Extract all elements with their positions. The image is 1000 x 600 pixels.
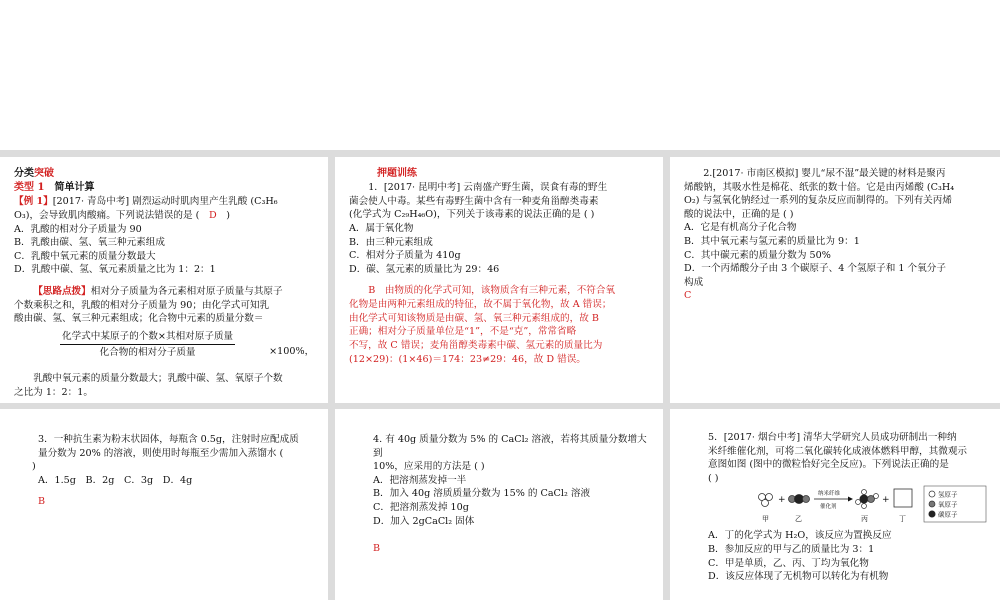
- reaction-diagram: [748, 485, 988, 525]
- question-text: 4. 有 40g 质量分数为 5% 的 CaCl₂ 溶液，若将其质量分数增大到: [373, 434, 647, 459]
- answer: D: [208, 209, 217, 221]
- slide-question-2: 2.[2017· 市南区模拟] 婴儿“尿不湿”最关键的材料是聚丙 烯酸钠，其吸水性是棉花、纸张的数十倍。它是由丙烯酸 (C₃H₄ O₂) 与氢氧化钠经过一系列的复杂反应而制得的。下列有关丙烯 酸的说法中，正确的是 ( ) A．它是有机高分子化合物 B．其中氧元素与氢元素的质量比为 9：1 C．其中碳元素的质量分数为 50% D．一个丙烯酸分子由 3 个碳原子、4 个氢原子和 1 个氧分子 构成 C: [670, 157, 1000, 403]
- question-text: 3．一种抗生素为粉末状固体，每瓶含 0.5g，注射时应配成质: [38, 434, 299, 445]
- option: D．一个丙烯酸分子由 3 个碳原子、4 个氢原子和 1 个氧分子: [684, 263, 946, 275]
- svg-text:氧原子: 氧原子: [938, 500, 958, 509]
- slide-question-4: 4. 有 40g 质量分数为 5% 的 CaCl₂ 溶液，若将其质量分数增大到 10%，应采用的方法是 ( ) A．把溶剂蒸发掉一半 B．加入 40g 溶质质量分数为 15% 的 CaCl₂ 溶液 C．把溶剂蒸发掉 10g D．加入 2gCaCl₂ 固体 B: [335, 409, 663, 600]
- question-text: 2.[2017· 市南区模拟] 婴儿“尿不湿”最关键的材料是聚丙: [703, 168, 946, 179]
- option: D．加入 2gCaCl₂ 固体: [373, 515, 475, 527]
- question-text: 5．[2017· 烟台中考] 清华大学研究人员成功研制出一种纳: [708, 432, 957, 443]
- label-jia: 甲: [762, 515, 769, 524]
- option: B．其中氧元素与氢元素的质量比为 9：1: [684, 236, 860, 248]
- option: C．甲是单质，乙、丙、丁均为氧化物: [708, 557, 869, 569]
- answer: B: [373, 543, 381, 555]
- molecule-jia: [759, 494, 773, 507]
- label-yi: 乙: [795, 515, 802, 524]
- type-heading: 类型 1 简单计算: [14, 182, 95, 194]
- label-bing: 丙: [861, 515, 868, 524]
- option: D．该反应体现了无机物可以转化为有机物: [708, 571, 889, 583]
- option: C．相对分子质量为 410g: [349, 250, 461, 262]
- molecule-yi: [789, 495, 810, 504]
- answer: B: [38, 496, 46, 508]
- svg-text:碳原子: 碳原子: [938, 510, 958, 519]
- options-row: A．1.5g B．2g C．3g D．4g: [38, 474, 193, 486]
- mass-fraction-formula: $\frac{\text{化学式中某原子的个数×其相对原子质量}}{\text{化合物的相对分子质量}}$ ×100%，: [62, 330, 315, 359]
- option: A．把溶剂蒸发掉一半: [373, 474, 467, 486]
- option: B．乳酸由碳、氢、氧三种元素组成: [14, 237, 165, 249]
- answer-explanation: B 由物质的化学式可知，该物质含有三种元素，不符合氧 化物是由两种元素组成的特征，故不属于氧化物，故 A 错误； 由化学式可知该物质是由碳、氢、氧三种元素组成的，故 B 正确；相对分子质量单位是“1”，不是“克”，常常省略 不写，故 C 错误；麦角甾醇类毒素中碳、氢元素的质量比为 (12×29)：(1×46)＝174：23≠29：46，故 D 错误。: [349, 285, 616, 365]
- option: C．乳酸中氧元素的质量分数最大: [14, 250, 156, 262]
- option: A．丁的化学式为 H₂O，该反应为置换反应: [708, 530, 892, 542]
- section-title: 押题训练: [377, 168, 417, 179]
- option: D．乳酸中碳、氢、氧元素质量之比为 1：2：1: [14, 264, 216, 276]
- blank-top-area: [0, 0, 1000, 150]
- svg-text:氢原子: 氢原子: [938, 490, 958, 499]
- molecule-bing: [856, 490, 879, 509]
- option: A．属于氧化物: [349, 223, 414, 235]
- section-title: 分类突破: [14, 168, 54, 179]
- question-text: 1．[2017· 昆明中考] 云南盛产野生菌，误食有毒的野生: [368, 182, 608, 194]
- slide-question-3: 3．一种抗生素为粉末状固体，每瓶含 0.5g，注射时应配成质 量分数为 20% 的溶液，则使用时每瓶至少需加入蒸馏水 ( ) A．1.5g B．2g C．3g D．4g B: [0, 409, 328, 600]
- molecule-ding-box: [894, 489, 912, 507]
- example-question: 【例 1】[2017· 青岛中考] 剧烈运动时肌肉里产生乳酸 (C₃H₆: [14, 196, 278, 208]
- option: B．由三种元素组成: [349, 236, 433, 248]
- slide-question-5: 5．[2017· 烟台中考] 清华大学研究人员成功研制出一种纳 米纤维催化剂，可将二氧化碳转化成液体燃料甲醇，其微观示 意图如图 (图中的微粒恰好完全反应)。下列说法正确的是 ( ) + 纳米纤维 催化剂 + 氢原子 氧原子 碳原子 甲 乙 丙 丁 A．丁的化学式为 H₂O，该反应为置换反应 B．参加反应的甲与乙的质量比为 3：1 C．甲是单质，乙、丙、丁均为氧化物 D．该反应体现了无机物可以转化为有机物: [670, 409, 1000, 600]
- arrow-label-bottom: 催化剂: [820, 504, 837, 511]
- option: C．把溶剂蒸发掉 10g: [373, 502, 469, 514]
- option: A．乳酸的相对分子质量为 90: [14, 223, 142, 235]
- option: D．碳、氢元素的质量比为 29：46: [349, 263, 500, 275]
- option: C．其中碳元素的质量分数为 50%: [684, 249, 831, 261]
- option: B．加入 40g 溶质质量分数为 15% 的 CaCl₂ 溶液: [373, 488, 591, 500]
- slide-example-1: 分类突破 类型 1 简单计算 【例 1】[2017· 青岛中考] 剧烈运动时肌肉里产生乳酸 (C₃H₆ O₃)，会导致肌肉酸痛。下列说法错误的是 ( D ) A．乳酸的相对分子质量为 90 B．乳酸由碳、氢、氧三种元素组成 C．乳酸中氧元素的质量分数最大 D．乳酸中碳、氢、氧元素质量之比为 1：2：1 【思路点拨】相对分子质量为各元素相对原子质量与其原子 个数乘积之和，乳酸的相对分子质量为 90；由化学式可知乳 酸由碳、氢、氧三种元素组成；化合物中元素的质量分数＝ $\frac{\text{化学式中某原子的个数×其相对原子质量}}{\text{化合物的相对分子质量}}$ ×100%， 乳酸中氧元素的质量分数最大；乳酸中碳、氢、氧原子个数 之比为 1：2：1。: [0, 157, 328, 403]
- answer: C: [684, 290, 692, 302]
- atom-legend: [924, 486, 986, 522]
- svg-text:+: +: [778, 495, 786, 506]
- svg-text:+: +: [882, 495, 890, 506]
- label-ding: 丁: [899, 515, 906, 524]
- slide-question-1: 押题训练 1．[2017· 昆明中考] 云南盛产野生菌，误食有毒的野生 菌会使人中毒。某些有毒野生菌中含有一种麦角甾醇类毒素 (化学式为 C₂₉H₄₆O)，下列关于该毒素的说法正确的是 ( ) A．属于氧化物 B．由三种元素组成 C．相对分子质量为 410g D．碳、氢元素的质量比为 29：46 B 由物质的化学式可知，该物质含有三种元素，不符合氧 化物是由两种元素组成的特征，故不属于氧化物，故 A 错误； 由化学式可知该物质是由碳、氢、氧三种元素组成的，故 B 正确；相对分子质量单位是“1”，不是“克”，常常省略 不写，故 C 错误；麦角甾醇类毒素中碳、氢元素的质量比为 (12×29)：(1×46)＝174：23≠29：46，故 D 错误。: [335, 157, 663, 403]
- option: A．它是有机高分子化合物: [684, 222, 797, 234]
- arrow-label-top: 纳米纤维: [818, 491, 841, 498]
- hint-paragraph: 【思路点拨】相对分子质量为各元素相对原子质量与其原子: [33, 286, 283, 298]
- option: B．参加反应的甲与乙的质量比为 3：1: [708, 544, 875, 556]
